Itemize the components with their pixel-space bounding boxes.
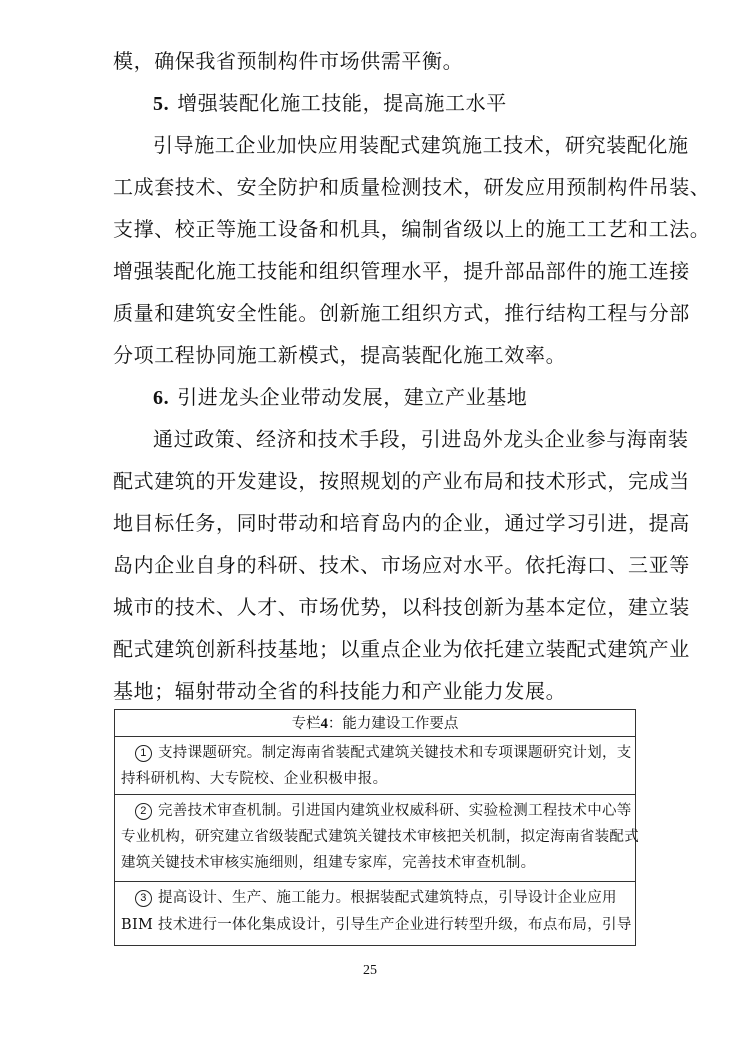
page-number: 25 — [363, 963, 377, 978]
list-item — [115, 795, 639, 882]
box-title-text: ：能力建设工作要点 — [327, 716, 459, 732]
text-line: 分项工程协同施工新模式，提高装配化施工效率。 — [113, 343, 567, 367]
text-line: 工成套技术、安全防护和质量检测技术，研发应用预制构件吊装、 — [113, 175, 711, 199]
text-line: 地目标任务，同时带动和培育岛内的企业，通过学习引进，提高 — [113, 511, 690, 535]
section-heading-5 — [153, 90, 633, 117]
item-line: 专业机构，研究建立省级装配式建筑关键技术审核把关机制，拟定海南省装配式 — [121, 829, 639, 845]
item-text: 支持课题研究。制定海南省装配式建筑关键技术和专项课题研究计划，支 — [158, 745, 632, 761]
box-title-prefix: 专栏 — [291, 716, 321, 732]
paragraph-continuation: 模，确保我省预制构件市场供需平衡。 — [113, 49, 464, 73]
circled-number: 3 — [135, 890, 152, 907]
section-heading-6 — [153, 384, 633, 411]
text-line: 配式建筑的开发建设，按照规划的产业布局和技术形式，完成当 — [113, 469, 690, 493]
text-line: 配式建筑创新科技基地；以重点企业为依托建立装配式建筑产业 — [113, 637, 690, 661]
circled-number: 2 — [135, 803, 152, 820]
box-content — [114, 737, 639, 946]
box-title-number: 4 — [320, 716, 328, 732]
item-line — [135, 743, 632, 763]
item-text: 完善技术审查机制。引进国内建筑业权威科研、实验检测工程技术中心等 — [158, 803, 632, 819]
text-line: 增强装配化施工技能和组织管理水平，提升部品部件的施工连接 — [113, 259, 690, 283]
item-line: 持科研机构、大专院校、企业积极申报。 — [121, 771, 388, 787]
text-line: 基地；辐射带动全省的科技能力和产业能力发展。 — [113, 679, 567, 703]
item-text: 提高设计、生产、施工能力。根据装配式建筑特点，引导设计企业应用 — [158, 890, 617, 906]
item-line — [135, 888, 629, 908]
item-line: 建筑关键技术审核实施细则，组建专家库，完善技术审查机制。 — [121, 855, 536, 871]
box-title — [114, 709, 636, 737]
section-heading-text: 增强装配化施工技能，提高施工水平 — [177, 91, 507, 115]
text-line: 岛内企业自身的科研、技术、市场应对水平。依托海口、三亚等 — [113, 553, 690, 577]
item-line — [135, 801, 632, 821]
section-number: 5. — [153, 93, 170, 115]
circled-number: 1 — [135, 745, 152, 762]
text-line: 城市的技术、人才、市场优势，以科技创新为基本定位，建立装 — [113, 595, 690, 619]
list-item — [115, 737, 635, 795]
text-line: 质量和建筑安全性能。创新施工组织方式，推行结构工程与分部 — [113, 301, 690, 325]
text-line: 引导施工企业加快应用装配式建筑施工技术，研究装配化施 — [153, 133, 689, 157]
list-item — [115, 882, 635, 944]
section-number: 6. — [153, 387, 170, 409]
section-heading-text: 引进龙头企业带动发展，建立产业基地 — [177, 385, 528, 409]
text-line: 支撑、校正等施工设备和机具，编制省级以上的施工工艺和工法。 — [113, 217, 711, 241]
text-line: 通过政策、经济和技术手段，引进岛外龙头企业参与海南装 — [153, 427, 689, 451]
item-line: BIM 技术进行一体化集成设计，引导生产企业进行转型升级，布点布局，引导 — [121, 917, 632, 933]
